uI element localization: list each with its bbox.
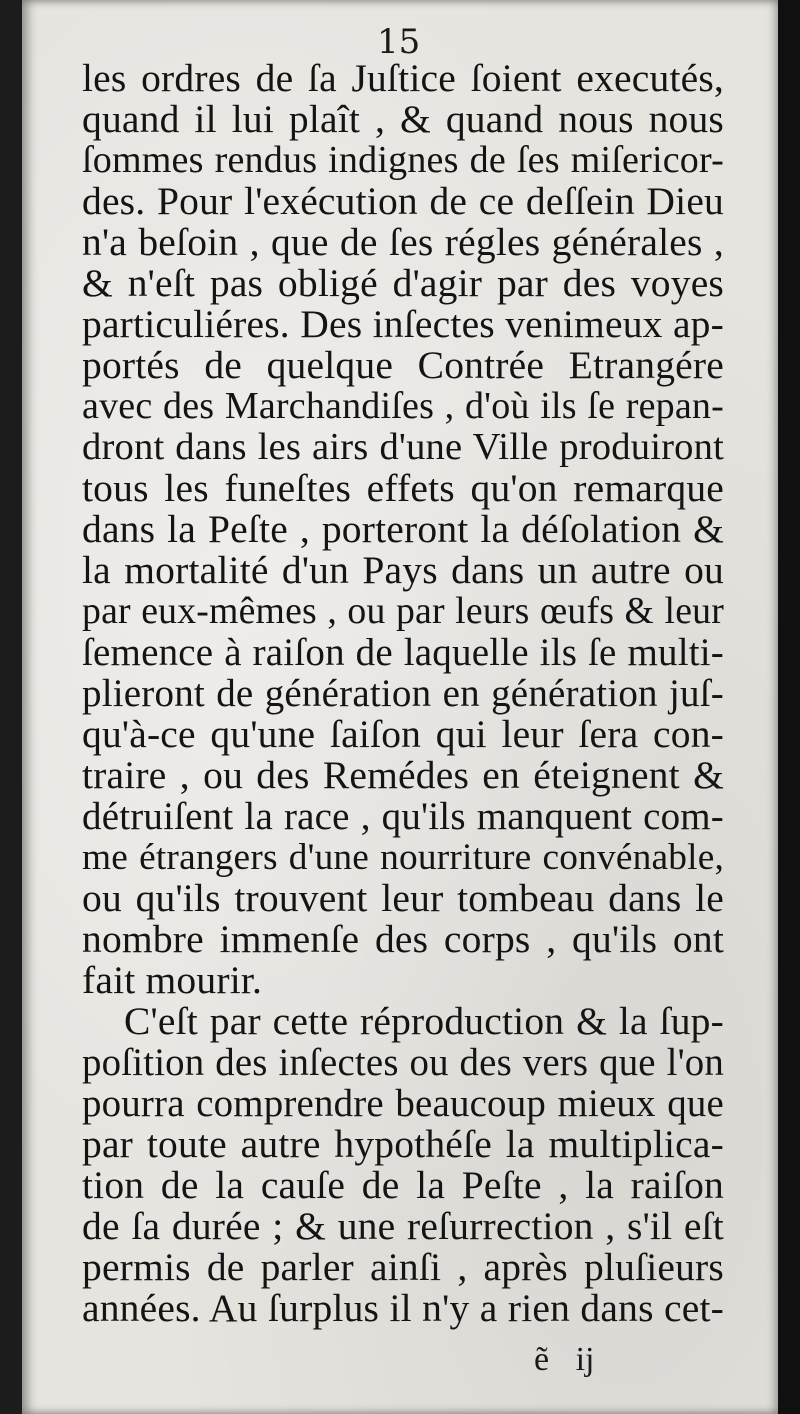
paragraph-2 <box>82 1001 724 1329</box>
text-line: de ſa durée ; & une reſurrection , s'il eſt <box>82 1204 724 1248</box>
text-line: particuliéres. Des inſectes venimeux ap- <box>82 302 724 346</box>
text-line: ſommes rendus indignes de ſes miſericor- <box>82 139 724 181</box>
text-line: ou qu'ils trouvent leur tombeau dans le <box>82 876 724 920</box>
text-line: permis de parler ainſi , après pluſieurs <box>82 1245 724 1289</box>
text-line: par eux-mêmes , ou par leurs œufs & leur <box>82 590 724 632</box>
paragraph-1 <box>82 58 724 1001</box>
text-line: C'eſt par cette réproduction & la ſup- <box>124 999 724 1043</box>
text-line: dans la Peſte , porteront la déſolation & <box>82 507 724 551</box>
body-text <box>82 58 724 1329</box>
text-line: par toute autre hypothéſe la multiplica- <box>82 1122 724 1166</box>
text-line: quand il lui plaît , & quand nous nous <box>82 97 724 141</box>
book-page <box>22 0 778 1414</box>
scan-border <box>778 0 800 1414</box>
text-line: me étrangers d'une nourriture convénable, <box>82 837 724 878</box>
text-line: portés de quelque Contrée Etrangére <box>82 343 724 387</box>
text-line: n'a beſoin , que de ſes régles générales , <box>82 220 724 264</box>
text-line: tous les funeſtes effets qu'on remarque <box>82 466 724 510</box>
page-number: 15 <box>377 22 421 62</box>
signature-mark: ẽ ij <box>534 1341 595 1378</box>
text-line: ſemence à raiſon de laquelle ils ſe multi- <box>82 631 724 674</box>
text-line: les ordres de ſa Juſtice ſoient executés, <box>82 56 724 100</box>
text-line: pourra comprendre beaucoup mieux que <box>82 1082 724 1125</box>
text-line: plieront de génération en génération juſ- <box>82 672 724 715</box>
text-line: la mortalité d'un Pays dans un autre ou <box>82 548 724 592</box>
text-line: détruiſent la race , qu'ils manquent com- <box>82 795 724 838</box>
text-line: traire , ou des Remédes en éteignent & <box>82 753 724 797</box>
text-line: années. Au ſurplus il n'y a rien dans cet- <box>82 1286 724 1330</box>
text-line: tion de la cauſe de la Peſte , la raiſon <box>82 1163 724 1207</box>
text-line: dront dans les airs d'une Ville produiront <box>82 426 724 468</box>
text-line: & n'eſt pas obligé d'agir par des voyes <box>82 261 724 305</box>
text-line: poſition des inſectes ou des vers que l'on <box>82 1041 724 1084</box>
text-line: nombre immenſe des corps , qu'ils ont <box>82 917 724 961</box>
text-line: des. Pour l'exécution de ce deſſein Dieu <box>82 179 724 223</box>
text-line: fait mourir. <box>82 958 263 1002</box>
text-line: qu'à-ce qu'une ſaiſon qui leur ſera con- <box>82 712 724 756</box>
text-line: avec des Marchandiſes , d'où ils ſe repan- <box>82 385 724 427</box>
